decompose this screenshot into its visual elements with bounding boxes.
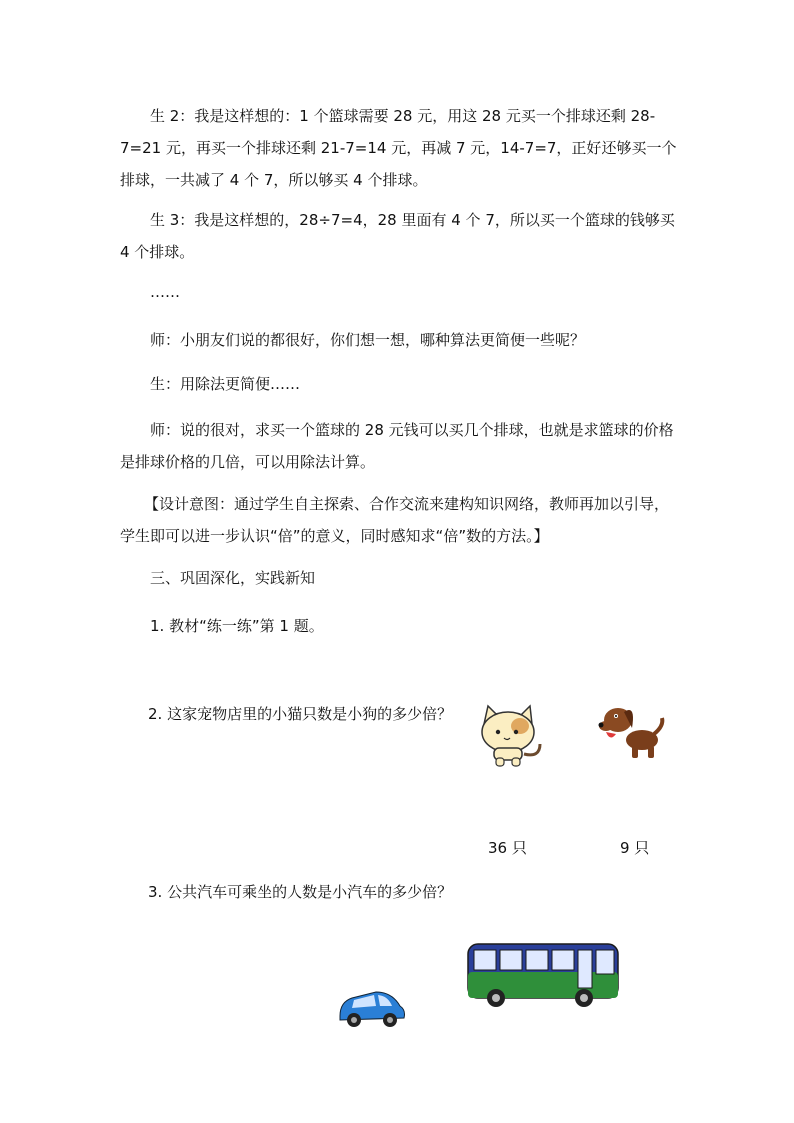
- question-3-text: 3. 公共汽车可乘坐的人数是小汽车的多少倍？: [148, 883, 453, 901]
- section-heading: 三、巩固深化，实践新知: [150, 569, 316, 587]
- paragraph-teacher-explanation: 师：说的很对，求买一个篮球的 28 元钱可以买几个排球，也就是求篮球的价格是排球价格的几倍，可以用除法计算。: [120, 421, 674, 471]
- bus-icon: [466, 940, 622, 1010]
- cat-count-label: 36 只: [488, 839, 527, 857]
- paragraph-student-3: 生 3：我是这样想的，28÷7=4，28 里面有 4 个 7，所以买一个篮球的钱够买 4 个排球。: [120, 211, 675, 261]
- question-1: 1. 教材“练一练”第 1 题。: [150, 617, 324, 635]
- dog-count-label: 9 只: [620, 839, 650, 857]
- question-2-text: 2. 这家宠物店里的小猫只数是小狗的多少倍？: [148, 705, 453, 723]
- paragraph-design-intent: 【设计意图：通过学生自主探索、合作交流来建构知识网络，教师再加以引导，学生即可以进一步认识“倍”的意义，同时感知求“倍”数的方法。】: [120, 495, 670, 545]
- dog-icon: [596, 698, 668, 762]
- paragraph-teacher-question: 师：小朋友们说的都很好，你们想一想，哪种算法更简便一些呢？: [150, 331, 586, 349]
- paragraph-student-answer: 生：用除法更简便……: [150, 375, 301, 393]
- cat-icon: [474, 704, 546, 768]
- paragraph-ellipsis: ……: [150, 283, 180, 301]
- paragraph-student-2: 生 2：我是这样想的：1 个篮球需要 28 元，用这 28 元买一个排球还剩 28-7=21 元，再买一个排球还剩 21-7=14 元，再减 7 元，14-7=7，正好还够买一个排球，一共减了 4 个 7，所以够买 4 个排球。: [120, 107, 677, 189]
- car-icon: [336, 984, 408, 1030]
